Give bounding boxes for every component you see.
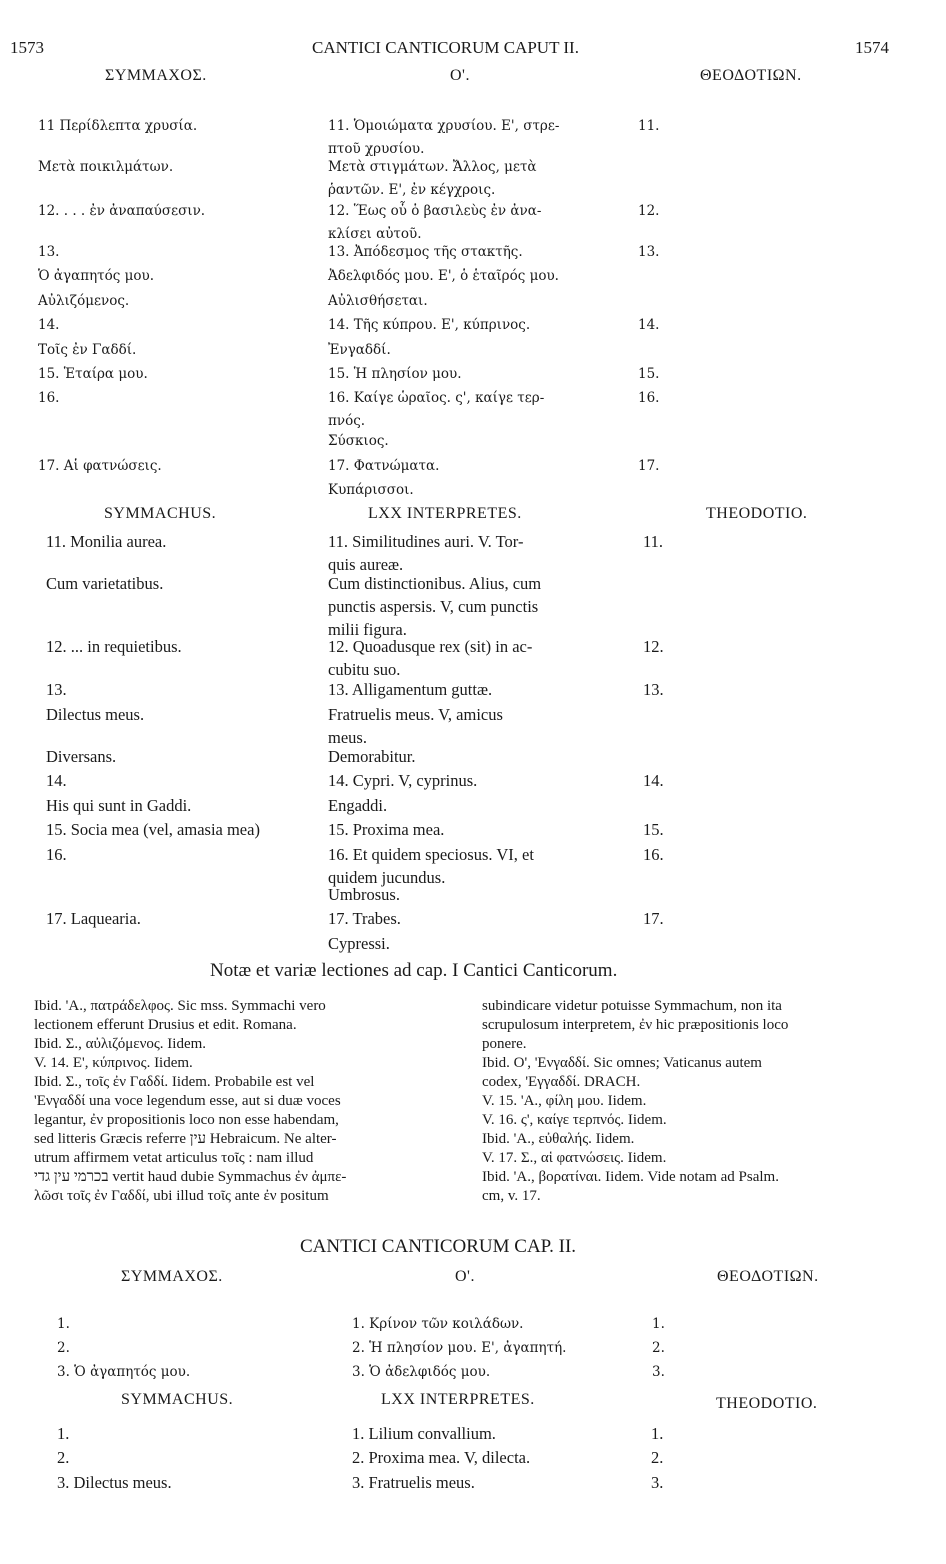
verse-line: Αὐλισθήσεται. — [328, 293, 428, 309]
verse-entry — [38, 200, 205, 223]
verse-entry — [638, 200, 659, 223]
verse-entry — [46, 843, 67, 866]
verse-entry — [46, 703, 144, 726]
note-line: lectionem efferunt Drusius et edit. Romana. — [34, 1017, 297, 1033]
verse-entry — [38, 241, 59, 264]
verse-line: 17. Laquearia. — [46, 909, 141, 928]
note-line: 'Ενγαδδί una voce legendum esse, aut si duæ voces — [34, 1093, 341, 1109]
verse-line: 16. — [46, 845, 67, 864]
verse-entry — [328, 455, 439, 478]
verse-entry — [46, 530, 166, 553]
verse-entry — [38, 455, 162, 478]
verse-line: 2. Ἡ πλησίον μου. Ε', ἀγαπητή. — [352, 1340, 567, 1356]
col-head-theodotion-latin-2: THEODOTIO. — [716, 1395, 818, 1412]
verse-line: 3. Dilectus meus. — [57, 1473, 172, 1492]
verse-entry — [57, 1361, 190, 1384]
verse-line: 13. — [38, 244, 60, 260]
verse-entry — [328, 241, 523, 264]
verse-line: 3. Fratruelis meus. — [352, 1473, 475, 1492]
verse-entry — [38, 387, 59, 410]
verse-entry — [328, 794, 387, 817]
verse-entry — [328, 883, 400, 906]
verse-entry — [328, 430, 389, 453]
verse-entry — [352, 1471, 475, 1494]
verse-entry — [46, 745, 116, 768]
verse-line: 14. Cypri. V, cyprinus. — [328, 771, 478, 790]
verse-entry — [328, 703, 503, 749]
verse-line: 1. Lilium convallium. — [352, 1424, 496, 1443]
col-head-symmachus-greek-2: ΣΥΜΜΑΧΟΣ. — [121, 1268, 223, 1285]
verse-line: 1. Κρίνον τῶν κοιλάδων. — [352, 1316, 524, 1332]
verse-line: 3. Ὁ ἀδελφιδός μου. — [352, 1364, 491, 1380]
verse-line: 13. — [46, 680, 67, 699]
col-head-septuagint-greek: Ο'. — [450, 67, 470, 84]
verse-line: quidem jucundus. — [328, 868, 446, 887]
verse-entry — [328, 200, 541, 246]
verse-line: 14. — [643, 771, 664, 790]
verse-entry — [38, 290, 129, 313]
verse-line: Cum distinctionibus. Alius, cum — [328, 574, 542, 593]
verse-line: κλίσει αὐτοῦ. — [328, 226, 422, 242]
verse-line: 2. Proxima mea. V, dilecta. — [352, 1448, 531, 1467]
verse-entry — [638, 241, 659, 264]
verse-line: punctis aspersis. V, cum punctis — [328, 597, 539, 616]
verse-line: Τοῖς ἐν Γαδδί. — [38, 342, 137, 358]
verse-entry — [328, 635, 532, 681]
verse-line: 11 Περίδλεπτα χρυσία. — [38, 118, 198, 134]
verse-line: 11. Similitudines auri. V. Tor- — [328, 532, 524, 551]
section-title: CANTICI CANTICORUM CAP. II. — [300, 1236, 577, 1257]
verse-entry — [651, 1471, 663, 1494]
verse-line: His qui sunt in Gaddi. — [46, 796, 192, 815]
verse-line: Μετὰ στιγμάτων. Ἄλλος, μετὰ — [328, 159, 537, 175]
notes-title: Notæ et variæ lectiones ad cap. I Cantici Canticorum. — [210, 960, 618, 981]
verse-entry — [328, 387, 544, 433]
verse-line: 13. — [643, 680, 664, 699]
verse-line: 13. — [638, 244, 660, 260]
note-line: codex, 'Εγγαδδί. DRACH. — [482, 1074, 641, 1090]
verse-entry — [638, 115, 659, 138]
col-head-theodotion-greek-2: ΘΕΟΔΟΤΙΩΝ. — [717, 1268, 819, 1285]
verse-line: 11. Ὁμοιώματα χρυσίου. Ε', στρε- — [328, 118, 560, 134]
verse-line: 12. Ἕως οὗ ὁ βασιλεὺς ἐν ἀνα- — [328, 203, 542, 219]
verse-line: 15. Socia mea (vel, amasia mea) — [46, 820, 260, 839]
verse-line: 15. Proxima mea. — [328, 820, 445, 839]
verse-entry — [38, 363, 148, 386]
verse-entry — [352, 1337, 566, 1360]
note-line: scrupulosum interpretem, ἐν hic præpositionis loco — [482, 1017, 789, 1033]
verse-entry — [328, 678, 492, 701]
verse-line: 14. — [38, 317, 60, 333]
verse-line: 1. — [651, 1424, 664, 1443]
verse-line: 12. Quoadusque rex (sit) in ac- — [328, 637, 533, 656]
verse-line: Σύσκιος. — [328, 433, 389, 449]
verse-entry — [328, 363, 462, 386]
verse-entry — [328, 339, 391, 362]
verse-entry — [643, 843, 664, 866]
verse-entry — [643, 769, 664, 792]
verse-entry — [328, 932, 390, 955]
verse-entry — [328, 769, 477, 792]
verse-line: quis aureæ. — [328, 555, 404, 574]
verse-line: 17. Trabes. — [328, 909, 401, 928]
right-page-number: 1574 — [855, 38, 889, 57]
verse-line: 17. — [638, 458, 660, 474]
verse-entry — [57, 1422, 69, 1445]
verse-line: 14. Τῆς κύπρου. Ε', κύπρινος. — [328, 317, 531, 333]
note-line: V. 15. 'A., φίλη μου. Iidem. — [482, 1093, 647, 1109]
verse-entry — [328, 290, 428, 313]
verse-line: 17. Αἱ φατνώσεις. — [38, 458, 162, 474]
verse-line: 16. — [643, 845, 664, 864]
verse-line: 13. Ἀπόδεσμος τῆς στακτῆς. — [328, 244, 523, 260]
verse-line: Cypressi. — [328, 934, 390, 953]
verse-entry — [38, 265, 154, 288]
verse-entry — [643, 635, 664, 658]
verse-entry — [46, 794, 191, 817]
verse-line: 14. — [638, 317, 660, 333]
verse-line: Κυπάρισσοι. — [328, 482, 414, 498]
verse-entry — [328, 818, 444, 841]
col-head-theodotion-latin: THEODOTIO. — [706, 505, 808, 522]
verse-line: Ἐνγαδδί. — [328, 342, 391, 358]
verse-line: 15. Ἑταίρα μου. — [38, 366, 148, 382]
verse-entry — [651, 1446, 663, 1469]
verse-line: 13. Alligamentum guttæ. — [328, 680, 493, 699]
verse-entry — [57, 1337, 70, 1360]
verse-line: Cum varietatibus. — [46, 574, 164, 593]
left-page-number: 1573 — [10, 38, 44, 57]
verse-line: 1. — [652, 1316, 665, 1332]
verse-entry — [328, 314, 530, 337]
note-line: Ibid. 'A., πατράδελφος. Sic mss. Symmachi vero — [34, 998, 326, 1014]
verse-entry — [643, 678, 664, 701]
verse-entry — [638, 314, 659, 337]
verse-entry — [643, 907, 664, 930]
verse-entry — [328, 907, 401, 930]
verse-entry — [38, 339, 136, 362]
note-line: utrum affirmem vetat articulus τοῖς : nam illud — [34, 1150, 314, 1166]
verse-line: 1. — [57, 1316, 70, 1332]
note-line: Ibid. Σ., τοῖς ἐν Γαδδί. Iidem. Probabile est vel — [34, 1074, 315, 1090]
verse-line: 15. Ἡ πλησίον μου. — [328, 366, 462, 382]
verse-entry — [46, 678, 67, 701]
note-line: Ibid. 'A., βορατίναι. Iidem. Vide notam ad Psalm. — [482, 1169, 779, 1185]
verse-line: Μετὰ ποικιλμάτων. — [38, 159, 174, 175]
verse-line: 2. — [57, 1448, 70, 1467]
note-line: λῶσι τοῖς ἐν Γαδδί, ubi illud τοῖς ante ἐν positum — [34, 1188, 329, 1204]
notes-left-column — [34, 997, 346, 1206]
verse-line: Αὐλιζόμενος. — [38, 293, 130, 309]
verse-entry — [643, 530, 663, 553]
verse-line: 15. — [638, 366, 660, 382]
verse-line: 2. — [57, 1340, 70, 1356]
verse-entry — [46, 635, 182, 658]
verse-line: 16. — [38, 390, 60, 406]
verse-entry — [57, 1446, 69, 1469]
note-line: Ibid. Σ., αὐλιζόμενος. Iidem. — [34, 1036, 207, 1052]
verse-line: 12. — [643, 637, 664, 656]
verse-entry — [652, 1337, 665, 1360]
verse-entry — [328, 745, 416, 768]
verse-line: 12. — [638, 203, 660, 219]
verse-entry — [651, 1422, 663, 1445]
verse-entry — [38, 115, 197, 138]
verse-line: Dilectus meus. — [46, 705, 145, 724]
verse-line: ῥαντῶν. Ε', ἐν κέγχροις. — [328, 182, 496, 198]
verse-line: 3. — [652, 1364, 665, 1380]
note-line: V. 16. ς', καίγε τερπνός. Iidem. — [482, 1112, 667, 1128]
verse-line: Ὁ ἀγαπητός μου. — [38, 268, 155, 284]
verse-line: 17. — [643, 909, 664, 928]
note-line: legantur, ἐν propositionis loco non esse habendam, — [34, 1112, 339, 1128]
verse-entry — [328, 115, 559, 161]
verse-entry — [638, 387, 659, 410]
verse-line: 2. — [651, 1448, 664, 1467]
verse-line: 3. — [651, 1473, 664, 1492]
verse-line: Umbrosus. — [328, 885, 400, 904]
verse-line: 16. Καίγε ὡραῖος. ς', καίγε τερ- — [328, 390, 545, 406]
verse-line: πνός. — [328, 413, 366, 429]
verse-entry — [352, 1446, 530, 1469]
verse-entry — [652, 1361, 665, 1384]
verse-line: 12. . . . ἐν ἀναπαύσεσιν. — [38, 203, 206, 219]
verse-line: 12. ... in requietibus. — [46, 637, 182, 656]
note-line: בכרמי עין גדי vertit haud dubie Symmachus ἐν ἀμπε- — [34, 1169, 347, 1185]
col-head-theodotion-greek: ΘΕΟΔΟΤΙΩΝ. — [700, 67, 802, 84]
verse-entry — [352, 1361, 490, 1384]
col-head-septuagint-latin-2: LXX INTERPRETES. — [381, 1391, 535, 1408]
verse-entry — [328, 530, 523, 576]
col-head-septuagint-latin: LXX INTERPRETES. — [368, 505, 522, 522]
verse-line: 11. — [638, 118, 660, 134]
verse-line: 15. — [643, 820, 664, 839]
verse-entry — [46, 572, 163, 595]
notes-right-column — [482, 997, 788, 1206]
verse-entry — [638, 455, 659, 478]
note-line: Ibid. 'A., εὐθαλής. Iidem. — [482, 1131, 635, 1147]
verse-entry — [57, 1313, 70, 1336]
col-head-septuagint-greek-2: Ο'. — [455, 1268, 475, 1285]
verse-line: meus. — [328, 728, 367, 747]
note-line: sed litteris Græcis referre עין Hebraicum. Ne alter- — [34, 1131, 337, 1147]
verse-entry — [328, 156, 537, 202]
verse-entry — [38, 314, 59, 337]
verse-line: Fratruelis meus. V, amicus — [328, 705, 503, 724]
verse-entry — [46, 769, 67, 792]
verse-line: 2. — [652, 1340, 665, 1356]
verse-line: Diversans. — [46, 747, 117, 766]
verse-line: 16. Et quidem speciosus. VI, et — [328, 845, 534, 864]
verse-line: 16. — [638, 390, 660, 406]
running-title: CANTICI CANTICORUM CAPUT II. — [312, 38, 579, 57]
note-line: cm, v. 17. — [482, 1188, 541, 1204]
verse-line: 11. — [643, 532, 664, 551]
verse-entry — [57, 1471, 172, 1494]
verse-line: 17. Φατνώματα. — [328, 458, 440, 474]
verse-entry — [652, 1313, 665, 1336]
note-line: subindicare videtur potuisse Symmachum, non ita — [482, 998, 782, 1014]
verse-line: 11. Monilia aurea. — [46, 532, 167, 551]
verse-entry — [38, 156, 173, 179]
verse-entry — [328, 479, 414, 502]
verse-entry — [46, 818, 260, 841]
verse-line: cubitu suo. — [328, 660, 401, 679]
col-head-symmachus-greek: ΣΥΜΜΑΧΟΣ. — [105, 67, 207, 84]
verse-entry — [328, 265, 559, 288]
col-head-symmachus-latin: SYMMACHUS. — [104, 505, 217, 522]
verse-entry — [638, 363, 659, 386]
verse-entry — [46, 907, 141, 930]
verse-entry — [328, 572, 541, 641]
verse-entry — [643, 818, 664, 841]
note-line: Ibid. O', 'Ενγαδδί. Sic omnes; Vaticanus autem — [482, 1055, 762, 1071]
verse-entry — [352, 1422, 496, 1445]
verse-line: Ἀδελφιδός μου. Ε', ὁ ἑταῖρός μου. — [328, 268, 559, 284]
note-line: ponere. — [482, 1036, 527, 1052]
verse-line: 14. — [46, 771, 67, 790]
verse-entry — [352, 1313, 523, 1336]
verse-line: 3. Ὁ ἀγαπητός μου. — [57, 1364, 191, 1380]
note-line: V. 14. E', κύπρινος. Iidem. — [34, 1055, 193, 1071]
verse-line: Demorabitur. — [328, 747, 416, 766]
verse-line: milii figura. — [328, 620, 407, 639]
col-head-symmachus-latin-2: SYMMACHUS. — [121, 1391, 234, 1408]
verse-line: Engaddi. — [328, 796, 388, 815]
verse-line: 1. — [57, 1424, 70, 1443]
note-line: V. 17. Σ., αἱ φατνώσεις. Iidem. — [482, 1150, 667, 1166]
verse-line: πτοῦ χρυσίου. — [328, 141, 425, 157]
